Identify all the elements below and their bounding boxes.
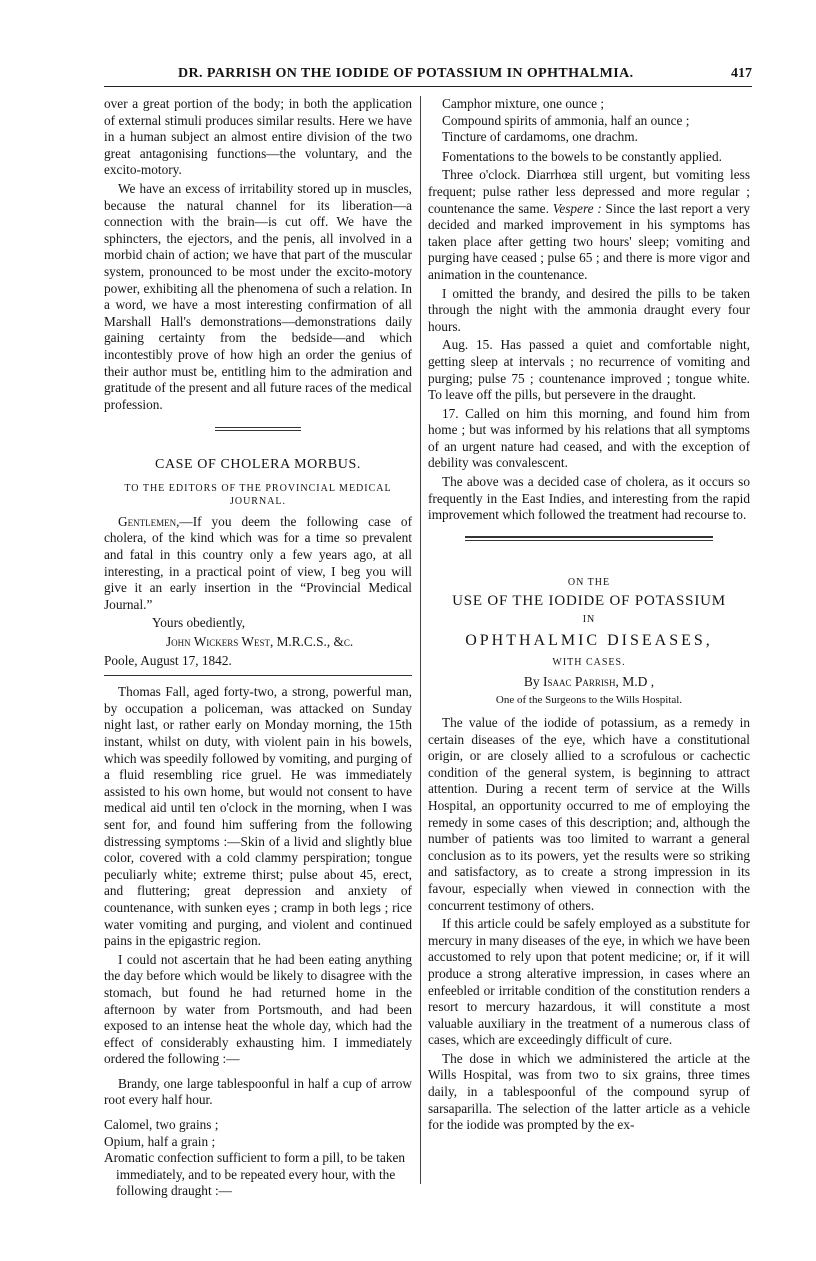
heading-with-cases: WITH CASES. <box>552 657 626 669</box>
right-column <box>428 96 750 1136</box>
dose-paragraph: The dose in which we administered the article at the Wills Hospital, was from two to six grains, three times daily, in a tablespoonful of the compound syrup of sarsaparilla. The selection of the latter article as a vehicle for the iodide was prompted by the ex- <box>428 1050 750 1133</box>
prescription-line: Aromatic confection sufficient to form a pill, to be taken immediately, and to be repeated every hour, with the following draught :— <box>104 1150 406 1199</box>
report-text-continued: Since the last report a very decided and marked improvement in his symptoms has taken place after getting two hours' sleep; vomiting and purging have ceased ; pulse 65 ; and there is more vigor and animation in the countenance. <box>428 200 750 282</box>
report-text: Three o'clock. Diarrhœa still urgent, but vomiting less frequent; pulse rather less depressed and more regular ; countenance the same. <box>428 167 750 216</box>
case-history-paragraph: Thomas Fall, aged forty-two, a strong, powerful man, by occupation a policeman, was attacked on Sunday night last, or rather early on Monday morning, the 15th instant, whilst on duty, with violent pain in his bowels, which was speedily followed by vomiting, and purging of a fluid resembling rice gruel. He was immediately assisted to his own home, but would not consent to have medical aid until ten o'clock in the morning, when I was sent for, and found him suffering from the following distressing symptoms :—Skin of a livid and slightly blue color, covered with a cold clammy perspiration; tongue peculiarly white; extreme thirst; pulse about 45, erect, and fluttering; great depression and anxiety of countenance, with sunken eyes ; cramp in both legs ; rice water vomiting and purging, and violent and continued pains in the epigastric region. <box>104 684 412 949</box>
letter-text: —If you deem the following case of cholera, of the kind which was for a time so prevalent and fatal in this country only a few years ago, at all interesting, in a practical point of view, I beg you will give it an early insertion in the “Provincial Medical Journal.” <box>104 513 412 612</box>
conclusion-paragraph: The above was a decided case of cholera, as it occurs so frequently in the East Indies, and interesting from the rapid improvement which followed the treatment had recourse to. <box>428 474 750 523</box>
three-oclock-paragraph <box>428 167 750 283</box>
byline <box>428 674 750 691</box>
fomentations-paragraph: Fomentations to the bowels to be constantly applied. <box>442 148 722 164</box>
prescription-line: Calomel, two grains ; <box>104 1117 219 1133</box>
column-divider <box>420 96 421 1184</box>
omitted-brandy-paragraph: I omitted the brandy, and desired the pills to be taken through the night with the ammonia draught every four hours. <box>428 285 750 334</box>
prescription-line: Camphor mixture, one ounce ; <box>442 96 605 111</box>
substitute-paragraph: If this article could be safely employed as a substitute for mercury in many diseases of the eye, in which we have been accustomed to rely upon that potent medicine; or, if it will produce a strong alterative impression, in cases where an enfeebled or irritable condition of the constitution renders a resort to mercury hazardous, it will constitute a most valuable auxiliary in the treatment of a numerous class of cases, which are exceedingly difficult of cure. <box>428 916 750 1048</box>
article-heading-use: USE OF THE IODIDE OF POTASSIUM <box>452 593 726 610</box>
article-heading-ophthalmic: OPHTHALMIC DISEASES, <box>465 631 713 649</box>
iodide-intro-paragraph: The value of the iodide of potassium, as a remedy in certain diseases of the eye, which have a constitutional origin, or are closely allied to a scrofulous or cachectic condition of the general system, is beginning to attract attention. During a recent term of service at the Wills Hospital, an opportunity occurred to me of employing the remedy in some cases of this description; and, although the number of patients was too limited to warrant a general conclusion as to its powers, yet the results were so striking and satisfactory, as to create a strong impression in its favour, especially when viewed in connection with the concurrent testimony of others. <box>428 715 750 913</box>
day-17-paragraph: 17. Called on him this morning, and found him from home ; but was informed by his relations that all symptoms of an urgent nature had ceased, and with the exception of debility was convalescent. <box>428 405 750 471</box>
running-title: DR. PARRISH ON THE IODIDE OF POTASSIUM IN OPHTHALMIA. <box>178 66 634 81</box>
paragraph-excitomotory: We have an excess of irritability stored up in muscles, because the natural channel for its liberation—a connection with the brain—is cut off. We have the sphincters, the ejectors, and the penis, all involved in a morbid chain of action; we have that part of the muscular system, pronounced to be most under the excito-motory power, exhibiting all the phenomena of such a relation. In a word, we have a most interesting confirmation of all Marshall Hall's demonstrations—demonstrations daily gaining certainty from the bedside—and which incontestibly prove of how high an order the genius of their author must be, entitling him to the admiration and gratitude of the present and all future races of the medical profession. <box>104 180 412 412</box>
article-divider <box>465 536 713 541</box>
prescription-line: Compound spirits of ammonia, half an ounce ; <box>442 112 690 128</box>
salutation: Gentlemen, <box>118 513 180 529</box>
running-head <box>104 66 752 87</box>
article-heading-cholera: CASE OF CHOLERA MORBUS. <box>155 457 361 473</box>
author-name: Isaac Parrish, M.D , <box>543 673 655 689</box>
letter-closing: Yours obediently, <box>152 615 246 631</box>
brandy-order: Brandy, one large tablespoonful in half a cup of arrow root every half hour. <box>104 1075 412 1108</box>
paragraph-continuation: over a great portion of the body; in both the application of external stimuli produces similar results. Here we have in a human subject an almost entire division of the two great antagonising functions—the voluntary, and the excito-motory. <box>104 96 412 178</box>
byline-prefix: By <box>523 673 544 689</box>
page-number: 417 <box>731 66 752 81</box>
left-column <box>104 96 412 1200</box>
letter-signature: John Wickers West, M.R.C.S., &c. <box>166 634 354 650</box>
heading-in: IN <box>582 614 596 626</box>
heading-on-the: ON THE <box>567 576 611 588</box>
aug-15-paragraph: Aug. 15. Has passed a quiet and comfortable night, getting sleep at intervals ; no recurrence of vomiting and purging; pulse 75 ; countenance improved ; tongue white. To leave off the pills, but persevere in the draught. <box>428 337 750 403</box>
vespere-label: Vespere : <box>552 200 602 216</box>
letter-paragraph <box>104 514 412 614</box>
section-divider <box>215 427 301 431</box>
author-affiliation: One of the Surgeons to the Wills Hospital. <box>495 694 683 707</box>
prescription-line: Opium, half a grain ; <box>104 1133 216 1149</box>
addressee-line: TO THE EDITORS OF THE PROVINCIAL MEDICAL JOURNAL. <box>124 482 392 507</box>
case-cause-paragraph: I could not ascertain that he had been eating anything the day before which would be likely to disagree with the stomach, but found he had returned home in the afternoon by water from Portsmouth, and had been exposed to an intense heat the whole day, which had the effect of considerably exhausting him. I immediately ordered the following :— <box>104 951 412 1067</box>
prescription-line: Tincture of cardamoms, one drachm. <box>442 129 638 145</box>
letter-dateline: Poole, August 17, 1842. <box>104 652 232 668</box>
letter-rule <box>104 675 412 676</box>
